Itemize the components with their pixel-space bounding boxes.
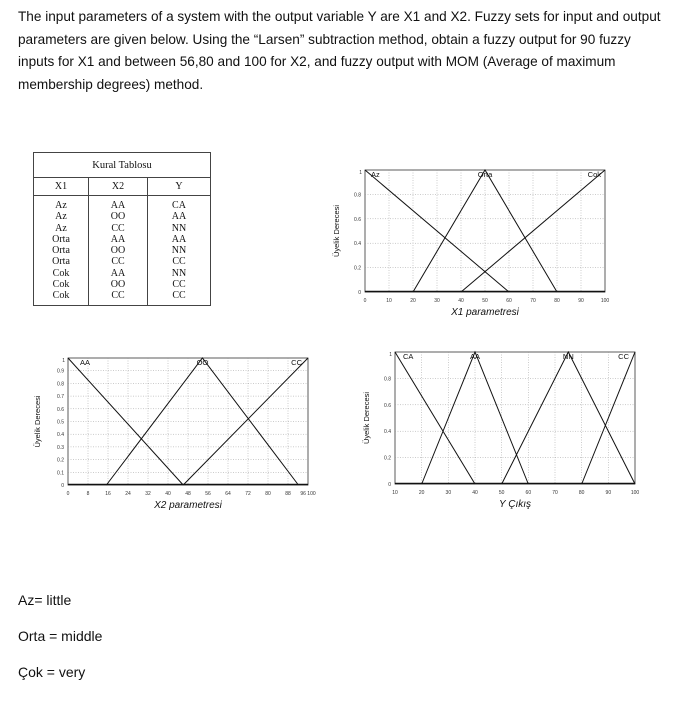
set-label: OO (196, 358, 209, 367)
rule-cell: CC (89, 223, 148, 234)
rule-row (34, 211, 211, 222)
y-tick-label: 0.8 (354, 192, 361, 199)
rule-cell: OO (89, 211, 148, 222)
x-axis-title: X2 parametresi (154, 500, 222, 511)
membership-line-cc (183, 358, 308, 485)
y-tick-label: 0.8 (384, 376, 391, 383)
x-tick-label: 20 (410, 298, 416, 304)
y-tick-label: 0.5 (57, 419, 64, 426)
rule-cell: Orta (34, 256, 89, 267)
header-y: Y (148, 178, 211, 196)
x-tick-label: 50 (498, 490, 505, 496)
x-tick-label: 0 (66, 491, 70, 497)
header-x1: X1 (34, 178, 89, 196)
rule-cell: Az (34, 196, 89, 212)
rule-cell: Cok (34, 290, 89, 305)
y-tick-label: 0.3 (57, 444, 64, 451)
y-tick-label: 0.4 (57, 432, 64, 439)
y-membership-chart (360, 346, 650, 526)
rule-cell: CC (148, 256, 211, 267)
x-tick-label: 0 (363, 298, 367, 304)
x2-membership-chart (30, 346, 320, 526)
header-x2: X2 (89, 178, 148, 196)
rule-row (34, 196, 211, 212)
y-tick-label: 0.7 (57, 394, 64, 401)
rule-cell: CC (148, 279, 211, 290)
rule-table-title: Kural Tablosu (34, 153, 211, 178)
x-tick-label: 30 (434, 298, 440, 304)
rule-cell: NN (148, 268, 211, 279)
x-tick-label: 88 (285, 491, 291, 497)
y-tick-label: 0.6 (354, 216, 361, 223)
y-tick-label: 0.6 (57, 406, 64, 413)
x-tick-label: 30 (445, 490, 452, 496)
rule-cell: Az (34, 211, 89, 222)
x-tick-label: 32 (145, 491, 151, 497)
rule-cell: AA (148, 211, 211, 222)
set-label: AA (80, 358, 91, 367)
x-tick-label: 96 100 (300, 491, 316, 497)
x-tick-label: 16 (105, 491, 111, 497)
set-label: CC (618, 352, 629, 361)
x-tick-label: 50 (482, 298, 488, 304)
set-label: Az (371, 170, 380, 179)
rule-row (34, 256, 211, 267)
set-label: AA (469, 352, 481, 361)
x-tick-label: 8 (86, 491, 90, 497)
x-tick-label: 72 (245, 491, 251, 497)
y-tick-label: 1 (389, 352, 392, 358)
rule-cell: OO (89, 279, 148, 290)
x-axis-title: X1 parametresi (451, 307, 519, 318)
set-label: NN (562, 352, 574, 361)
y-tick-label: 0.2 (384, 455, 391, 462)
y-tick-label: 0.2 (57, 457, 64, 464)
y-tick-label: 0.4 (354, 241, 361, 248)
x1-membership-chart (330, 158, 620, 338)
x-tick-label: 60 (506, 298, 512, 304)
rule-table (33, 152, 211, 306)
membership-line-cc (582, 352, 635, 484)
rule-cell: AA (89, 268, 148, 279)
x-axis-title: Y Çıkış (498, 499, 532, 510)
membership-line-nn (502, 352, 635, 484)
x-tick-label: 80 (578, 490, 585, 496)
y-tick-label: 0 (388, 482, 391, 488)
plot-frame (395, 352, 635, 484)
y-tick-label: 0.2 (354, 265, 361, 272)
x-tick-label: 10 (386, 298, 392, 304)
x-tick-label: 20 (418, 490, 425, 496)
rule-row (34, 268, 211, 279)
x-tick-label: 100 (630, 490, 640, 496)
x-tick-label: 90 (578, 298, 584, 304)
rule-cell: AA (89, 234, 148, 245)
rule-cell: OO (89, 245, 148, 256)
y-tick-label: 1 (359, 170, 362, 176)
rule-cell: Orta (34, 245, 89, 256)
set-label: Cok (587, 170, 601, 179)
x-tick-label: 100 (600, 298, 610, 304)
rule-row (34, 279, 211, 290)
legend-cok: Çok = very (18, 664, 86, 680)
x-tick-label: 64 (225, 491, 231, 497)
rule-cell: AA (148, 234, 211, 245)
x-tick-label: 40 (472, 490, 478, 496)
rule-cell: Az (34, 223, 89, 234)
set-label: Orta (477, 170, 493, 179)
rule-cell: Orta (34, 234, 89, 245)
y-tick-label: 0.8 (57, 381, 64, 388)
x-tick-label: 90 (605, 490, 612, 496)
x-tick-label: 48 (185, 491, 191, 497)
legend-az: Az= little (18, 592, 72, 608)
x-tick-label: 80 (554, 298, 560, 304)
x-tick-label: 80 (265, 491, 271, 497)
rule-cell: NN (148, 245, 211, 256)
membership-line-ca (395, 352, 475, 484)
x-tick-label: 40 (165, 491, 171, 497)
rule-cell: CC (148, 290, 211, 305)
x-tick-label: 10 (392, 490, 398, 496)
rule-row (34, 290, 211, 305)
rule-cell: Cok (34, 268, 89, 279)
x-tick-label: 70 (552, 490, 558, 496)
x-tick-label: 60 (525, 490, 532, 496)
question-text: The input parameters of a system with the output variable Y are X1 and X2. Fuzzy sets for input and output parameters are given below. Using the “Larsen” subtraction method, obtain a fuzzy output for 90 fuzzy inputs for X1 and between 56,80 and 100 for X2, and fuzzy output with MOM (Average of maximum membership degrees) method. (18, 9, 661, 92)
x-tick-label: 40 (458, 298, 464, 304)
y-tick-label: 1 (62, 358, 65, 364)
rule-cell: NN (148, 223, 211, 234)
rule-row (34, 223, 211, 234)
x-tick-label: 24 (125, 491, 131, 497)
y-tick-label: 0 (358, 290, 361, 296)
x-tick-label: 56 (205, 491, 211, 497)
rule-cell: CC (89, 256, 148, 267)
set-label: CA (403, 352, 414, 361)
y-tick-label: 0 (61, 483, 64, 489)
rule-row (34, 234, 211, 245)
rule-cell: Cok (34, 279, 89, 290)
rule-cell: CC (89, 290, 148, 305)
y-tick-label: 0.6 (384, 402, 391, 409)
legend-orta: Orta = middle (18, 628, 103, 644)
rule-row (34, 245, 211, 256)
y-tick-label: 0.1 (57, 470, 64, 477)
x-tick-label: 70 (530, 298, 536, 304)
y-axis-title: Üyelik Derecesi (362, 391, 371, 445)
rule-cell: AA (89, 196, 148, 212)
set-label: CC (291, 358, 302, 367)
y-tick-label: 0.9 (57, 368, 64, 375)
y-axis-title: Üyelik Derecesi (33, 395, 42, 448)
y-tick-label: 0.4 (384, 429, 391, 436)
rule-cell: CA (148, 196, 211, 212)
y-axis-title: Üyelik Derecesi (332, 204, 341, 258)
